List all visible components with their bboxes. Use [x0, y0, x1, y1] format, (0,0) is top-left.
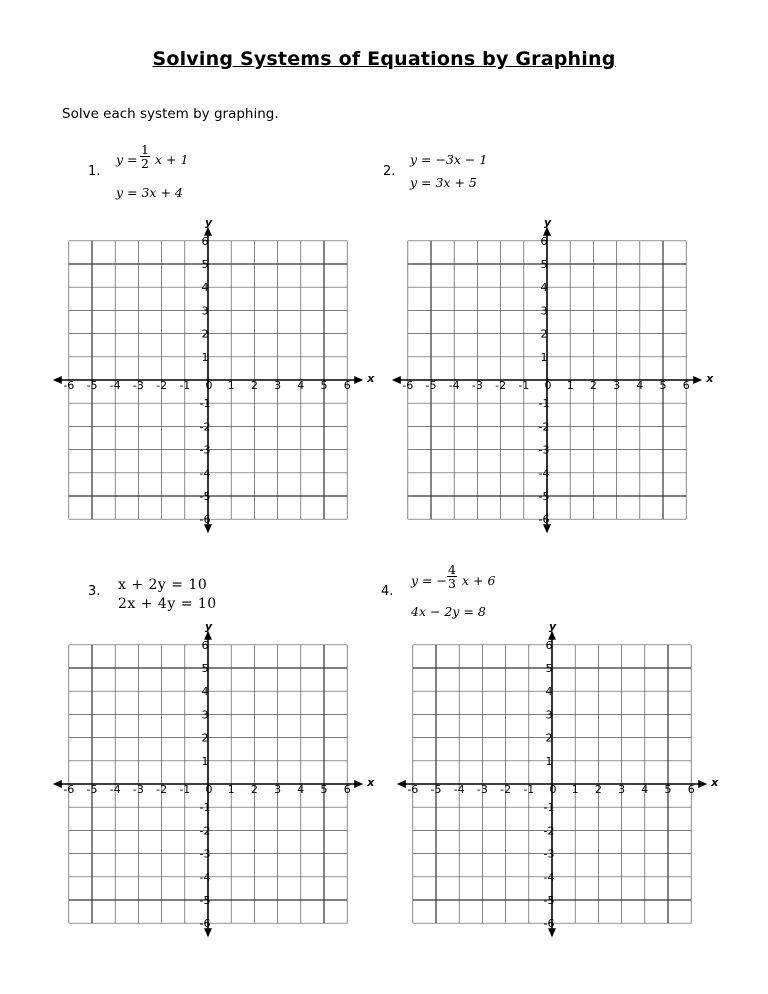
y-tick-label: 4 [201, 281, 209, 295]
x-tick-label: -4 [453, 783, 465, 796]
problem-3-equation-1: x + 2y = 10 [118, 577, 208, 593]
x-axis-label: x [367, 372, 375, 385]
x-tick-label: 5 [659, 379, 667, 392]
y-axis-label: y [205, 215, 213, 229]
x-tick-label: 2 [250, 783, 258, 796]
y-tick-label: -5 [199, 894, 211, 907]
problem-4-eq1-numerator: 4 [448, 562, 456, 577]
x-tick-label: -6 [63, 783, 75, 796]
y-tick-label: -3 [543, 847, 555, 861]
x-tick-label: 0 [205, 379, 213, 392]
problem-4-eq1-lhs: y = − [411, 573, 447, 588]
y-tick-label: -5 [199, 490, 211, 503]
y-tick-label: -6 [199, 513, 211, 527]
x-tick-label: -1 [179, 379, 191, 392]
y-tick-label: -6 [199, 917, 211, 931]
y-tick-label: 5 [201, 662, 209, 675]
y-tick-label: -2 [543, 824, 555, 838]
y-tick-label: 1 [201, 754, 209, 768]
y-tick-label: 4 [201, 685, 209, 699]
y-tick-label: -1 [543, 801, 555, 815]
problem-1-equation-2: y = 3x + 4 [116, 185, 183, 200]
y-tick-label: 3 [545, 708, 553, 722]
x-tick-label: 6 [343, 783, 351, 796]
y-tick-label: -2 [199, 420, 211, 434]
y-tick-label: 2 [545, 731, 553, 745]
x-tick-label: 6 [687, 783, 695, 796]
y-tick-label: 1 [545, 754, 553, 768]
x-tick-label: -4 [109, 783, 121, 796]
y-tick-label: -6 [538, 513, 550, 527]
problem-1-eq1-denominator: 2 [141, 156, 149, 171]
x-tick-label: -6 [402, 379, 414, 392]
problem-4-number: 4. [381, 584, 394, 599]
x-tick-label: 2 [250, 379, 258, 392]
y-tick-label: -3 [538, 443, 550, 457]
y-tick-label: -1 [199, 801, 211, 815]
y-axis-label: y [549, 619, 557, 633]
x-tick-label: -2 [156, 379, 168, 392]
x-axis-right-arrow-icon [698, 780, 707, 788]
x-tick-label: 4 [636, 379, 644, 392]
y-tick-label: -4 [199, 466, 211, 480]
x-tick-label: 1 [566, 379, 574, 392]
y-tick-label: 6 [201, 234, 209, 248]
problem-3-number: 3. [88, 584, 101, 599]
y-tick-label: 2 [540, 327, 548, 341]
x-tick-label: -1 [179, 783, 191, 796]
y-tick-label: 1 [540, 350, 548, 364]
problem-2-equation-1: y = −3x − 1 [410, 152, 488, 167]
x-tick-label: 5 [320, 379, 328, 392]
x-tick-label: -4 [448, 379, 460, 392]
y-tick-label: 6 [545, 638, 553, 652]
x-tick-label: -6 [407, 783, 419, 796]
x-tick-label: 4 [297, 379, 305, 392]
x-tick-label: -6 [63, 379, 75, 392]
y-tick-label: -6 [543, 917, 555, 931]
x-tick-label: 3 [274, 783, 282, 796]
y-tick-label: -1 [199, 397, 211, 411]
y-tick-label: -4 [199, 870, 211, 884]
y-tick-label: 6 [201, 638, 209, 652]
x-tick-label: -3 [132, 379, 144, 392]
y-tick-label: 6 [540, 234, 548, 248]
instructions: Solve each system by graphing. [62, 106, 279, 122]
problem-3-equation-2: 2x + 4y = 10 [118, 596, 217, 612]
problem-2-equation-2: y = 3x + 5 [410, 175, 477, 190]
problem-1-number: 1. [88, 164, 101, 179]
problem-4-equation-2: 4x − 2y = 8 [411, 604, 486, 619]
y-tick-label: 5 [201, 258, 209, 271]
x-tick-label: 1 [227, 783, 235, 796]
x-tick-label: 6 [343, 379, 351, 392]
x-tick-label: -3 [471, 379, 483, 392]
y-tick-label: -4 [538, 466, 550, 480]
x-tick-label: -3 [132, 783, 144, 796]
y-tick-label: -2 [199, 824, 211, 838]
y-axis-label: y [205, 619, 213, 633]
y-tick-label: 3 [540, 304, 548, 318]
problem-4-eq1-denominator: 3 [448, 576, 456, 591]
y-tick-label: 2 [201, 327, 209, 341]
x-tick-label: 6 [682, 379, 690, 392]
x-tick-label: 3 [613, 379, 621, 392]
x-tick-label: 5 [320, 783, 328, 796]
y-tick-label: 4 [540, 281, 548, 295]
problem-1-eq1-rhs: x + 1 [155, 152, 189, 167]
problem-1-eq1-numerator: 1 [141, 142, 149, 157]
x-tick-label: -3 [476, 783, 488, 796]
y-tick-label: 5 [540, 258, 548, 271]
problem-1-eq1-lhs: y = [116, 152, 138, 167]
x-tick-label: -4 [109, 379, 121, 392]
y-tick-label: 4 [545, 685, 553, 699]
y-tick-label: 1 [201, 350, 209, 364]
y-tick-label: 5 [545, 662, 553, 675]
y-tick-label: 3 [201, 304, 209, 318]
y-axis-label: y [544, 215, 552, 229]
x-tick-label: -5 [86, 379, 98, 392]
y-tick-label: -4 [543, 870, 555, 884]
x-axis-label: x [706, 372, 714, 385]
problem-4-eq1-rhs: x + 6 [462, 573, 496, 588]
x-tick-label: 1 [227, 379, 235, 392]
x-tick-label: -1 [523, 783, 535, 796]
x-tick-label: 0 [205, 783, 213, 796]
x-tick-label: 1 [571, 783, 579, 796]
x-tick-label: -2 [500, 783, 512, 796]
y-tick-label: -5 [543, 894, 555, 907]
x-axis-label: x [711, 776, 719, 789]
x-axis-left-arrow-icon [397, 780, 406, 788]
y-tick-label: -5 [538, 490, 550, 503]
x-tick-label: -2 [156, 783, 168, 796]
x-tick-label: -5 [430, 783, 442, 796]
x-tick-label: -5 [425, 379, 437, 392]
x-tick-label: -5 [86, 783, 98, 796]
x-tick-label: 3 [274, 379, 282, 392]
x-tick-label: 0 [549, 783, 557, 796]
x-tick-label: -1 [518, 379, 530, 392]
y-tick-label: 3 [201, 708, 209, 722]
y-tick-label: 2 [201, 731, 209, 745]
x-tick-label: -2 [495, 379, 507, 392]
y-tick-label: -3 [199, 443, 211, 457]
x-tick-label: 2 [594, 783, 602, 796]
x-axis-label: x [367, 776, 375, 789]
x-tick-label: 5 [664, 783, 672, 796]
x-tick-label: 3 [618, 783, 626, 796]
y-tick-label: -1 [538, 397, 550, 411]
problem-2-number: 2. [383, 164, 396, 179]
x-tick-label: 4 [641, 783, 649, 796]
x-tick-label: 0 [544, 379, 552, 392]
y-tick-label: -2 [538, 420, 550, 434]
worksheet-title: Solving Systems of Equations by Graphing [152, 48, 616, 70]
x-tick-label: 4 [297, 783, 305, 796]
y-tick-label: -3 [199, 847, 211, 861]
x-tick-label: 2 [589, 379, 597, 392]
